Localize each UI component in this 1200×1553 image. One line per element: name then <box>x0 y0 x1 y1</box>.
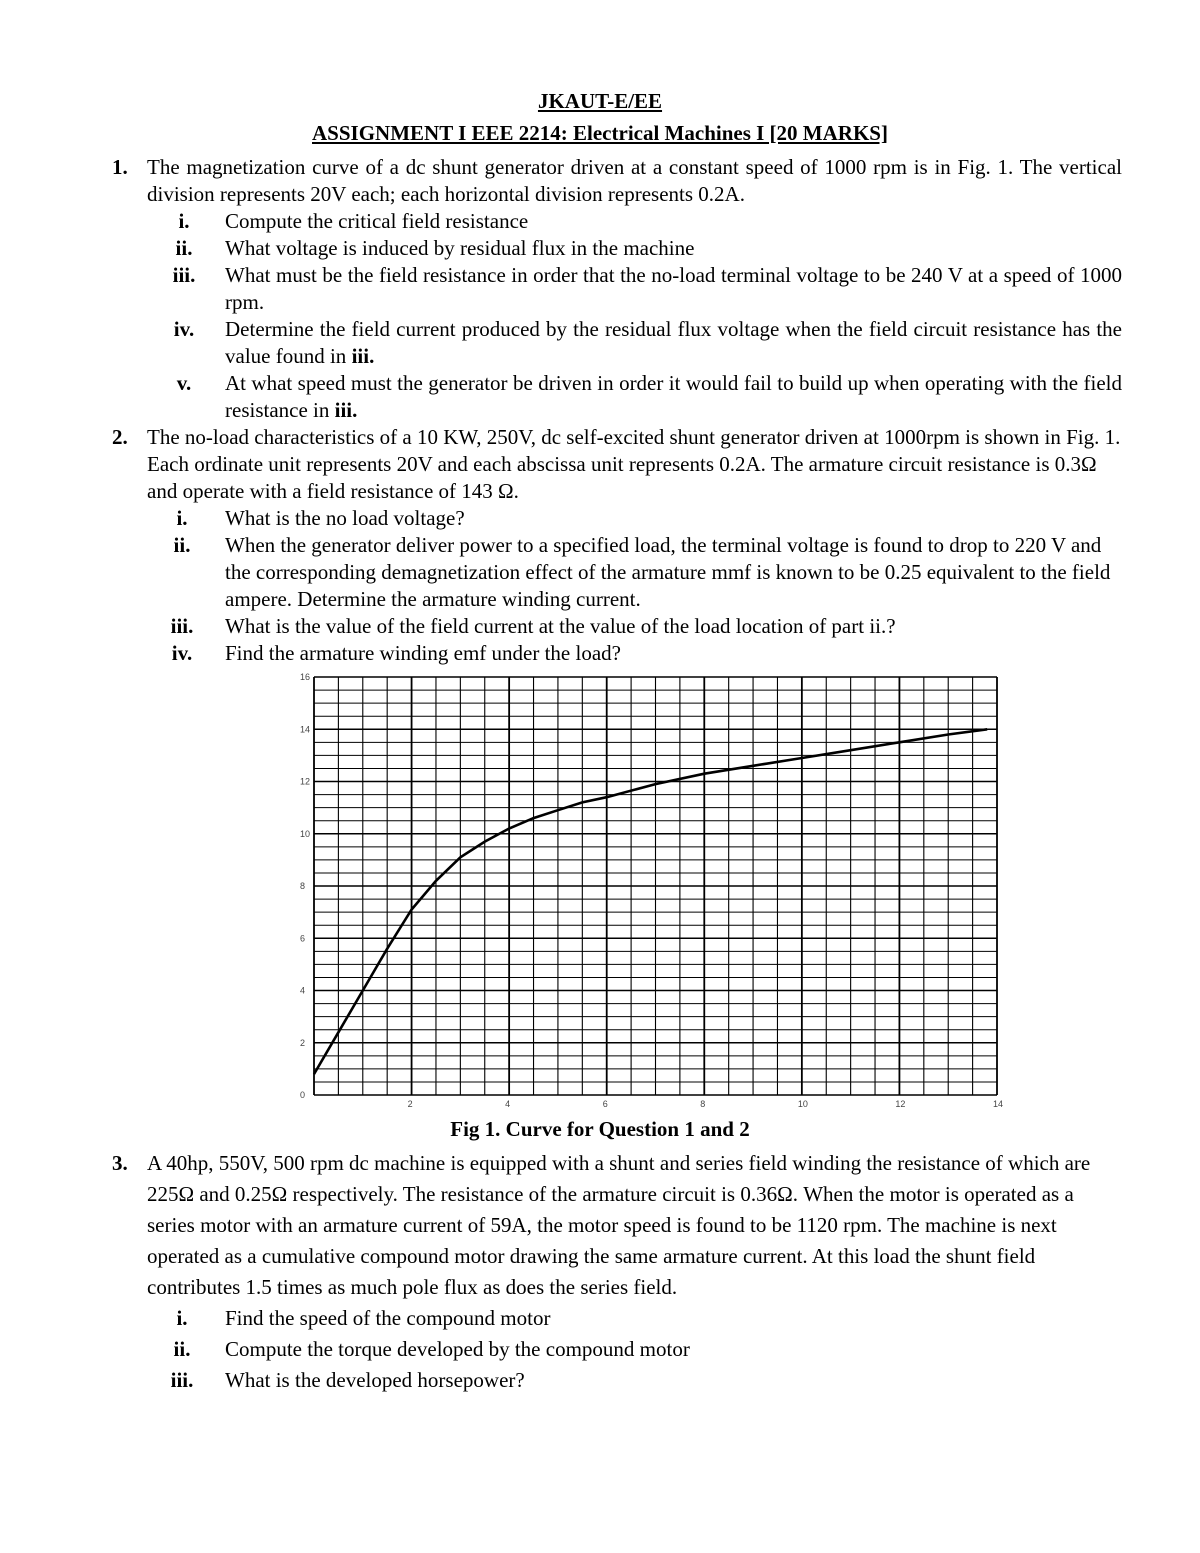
question-number: 3. <box>112 1151 128 1175</box>
y-tick-label: 0 <box>300 1090 306 1100</box>
roman-numeral: iv. <box>173 317 195 341</box>
sub-question <box>147 208 1122 235</box>
part-reference: iii. <box>351 344 375 368</box>
y-tick-label: 12 <box>300 776 311 787</box>
sub-question <box>147 1365 1122 1396</box>
sub-question-text: Compute the torque developed by the compound motor <box>225 1337 690 1361</box>
y-tick-label: 4 <box>300 985 306 996</box>
roman-numeral: v. <box>176 371 192 395</box>
roman-numeral: iii. <box>172 263 196 287</box>
sub-question <box>147 370 1122 424</box>
sub-question-text: Find the armature winding emf under the load? <box>225 641 621 665</box>
question-2 <box>112 424 1122 667</box>
sub-question <box>147 640 1122 667</box>
x-tick-label: 8 <box>700 1099 706 1109</box>
sub-question <box>147 235 1122 262</box>
sub-question <box>147 1334 1122 1365</box>
sub-question <box>147 1303 1122 1334</box>
y-tick-label: 16 <box>300 672 311 682</box>
roman-numeral: i. <box>176 506 188 530</box>
question-number: 2. <box>112 425 128 449</box>
y-tick-label: 14 <box>300 724 311 735</box>
x-tick-label: 14 <box>993 1099 1004 1109</box>
x-tick-label: 2 <box>407 1099 413 1109</box>
question-text: The magnetization curve of a dc shunt generator driven at a constant speed of 1000 rpm is in Fig. 1. The vertical division represents 20V each; each horizontal division represents 0.2A. <box>147 155 1122 206</box>
part-reference: iii. <box>334 398 358 422</box>
sub-question-text: Compute the critical field resistance <box>225 209 529 233</box>
sub-question <box>147 532 1122 613</box>
question-3 <box>112 1148 1122 1396</box>
x-tick-label: 6 <box>602 1099 608 1109</box>
y-tick-label: 8 <box>300 881 306 891</box>
sub-question-text <box>225 316 1122 370</box>
magnetization-curve-chart <box>288 670 1018 1112</box>
assignment-title: ASSIGNMENT I EEE 2214: Electrical Machines I [20 MARKS] <box>312 121 888 145</box>
sub-question-text: When the generator deliver power to a specified load, the terminal voltage is found to drop to 220 V and the corresponding demagnetization effect of the armature mmf is known to be 0.25 equivalent to the field ampere. Determine the armature winding current. <box>225 533 1111 611</box>
question-1 <box>112 154 1122 424</box>
roman-numeral: iii. <box>170 614 194 638</box>
roman-numeral: i. <box>176 1306 188 1330</box>
roman-numeral: i. <box>178 209 190 233</box>
roman-numeral: iii. <box>170 1368 194 1392</box>
institution-heading: JKAUT-E/EE <box>537 89 663 113</box>
sub-question <box>147 505 1122 532</box>
question-text: A 40hp, 550V, 500 rpm dc machine is equipped with a shunt and series field winding the resistance of which are 225Ω and 0.25Ω respectively. The resistance of the armature circuit is 0.36Ω. When the motor is operated as a series motor with an armature current of 59A, the motor speed is found to be 1120 rpm. The machine is next operated as a cumulative compound motor drawing the same armature current. At this load the shunt field contributes 1.5 times as much pole flux as does the series field. <box>147 1151 1091 1299</box>
sub-question-text: Find the speed of the compound motor <box>225 1306 551 1330</box>
sub-question-body: At what speed must the generator be driven in order it would fail to build up when operating with the field resistance in <box>225 371 1122 422</box>
roman-numeral: ii. <box>173 1337 191 1361</box>
question-text: The no-load characteristics of a 10 KW, 250V, dc self-excited shunt generator driven at 1000rpm is shown in Fig. 1. Each ordinate unit represents 20V and each abscissa unit represents 0.2A. The armature circuit resistance is 0.3Ω and operate with a field resistance of 143 Ω. <box>147 425 1121 503</box>
roman-numeral: ii. <box>175 236 193 260</box>
chart-grid <box>314 677 997 1095</box>
sub-question <box>147 262 1122 316</box>
sub-question <box>147 613 1122 640</box>
sub-question-text: What is the value of the field current at the value of the load location of part ii.? <box>225 614 896 638</box>
x-tick-label: 10 <box>797 1099 808 1109</box>
sub-question-text: What voltage is induced by residual flux in the machine <box>225 236 695 260</box>
y-tick-label: 6 <box>300 933 306 944</box>
sub-question-body: Determine the field current produced by the residual flux voltage when the field circuit resistance has the value found in <box>225 317 1122 368</box>
figure-caption: Fig 1. Curve for Question 1 and 2 <box>450 1117 750 1141</box>
roman-numeral: ii. <box>173 533 191 557</box>
x-tick-label: 4 <box>505 1099 511 1109</box>
y-tick-label: 10 <box>300 828 311 839</box>
x-tick-label: 12 <box>895 1099 906 1109</box>
sub-question <box>147 316 1122 370</box>
roman-numeral: iv. <box>171 641 193 665</box>
sub-question-text: What is the no load voltage? <box>225 506 465 530</box>
sub-question-text <box>225 370 1122 424</box>
question-number: 1. <box>112 155 128 179</box>
sub-question-text: What is the developed horsepower? <box>225 1368 525 1392</box>
y-tick-label: 2 <box>300 1037 306 1048</box>
sub-question-text: What must be the field resistance in order that the no-load terminal voltage to be 240 V at a speed of 1000 rpm. <box>225 263 1122 314</box>
